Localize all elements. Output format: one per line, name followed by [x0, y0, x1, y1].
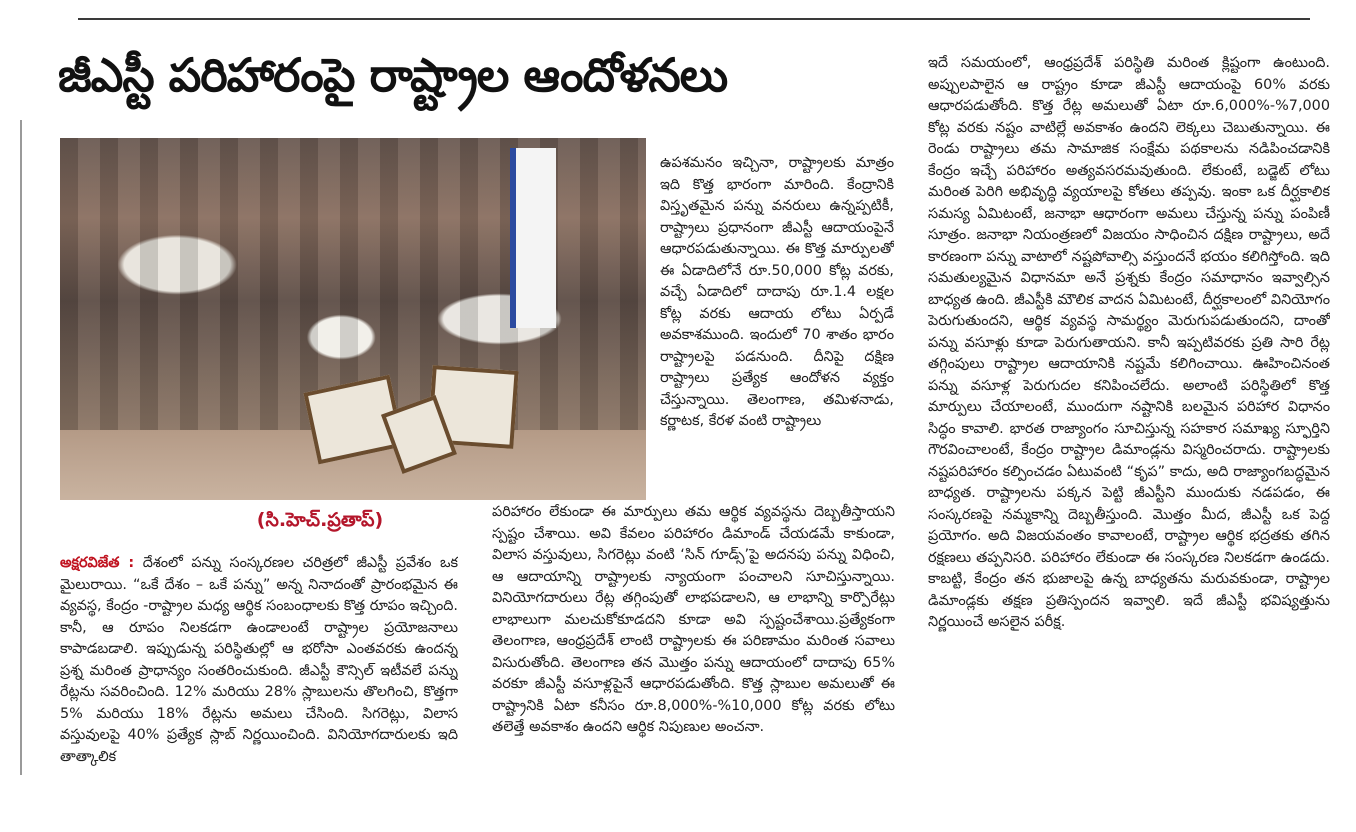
top-divider-rule [78, 18, 1310, 20]
article-paragraph: ఉపశమనం ఇచ్చినా, రాష్ట్రాలకు మాత్రం ఇది కొత్త భారంగా మారింది. కేంద్రానికి విస్తృతమైన పన్ను వనరులు ఉన్నప్పటికీ, రాష్ట్రాలు ప్రధానంగా జీఎస్టీ ఆదాయంపైనే ఆధారపడుతున్నాయి. ఈ కొత్త మార్పులతో ఈ ఏడాదిలోనే రూ.50,000 కోట్ల వరకు, వచ్చే ఏడాదిలో దాదాపు రూ.1.4 లక్షల కోట్ల వరకు ఆదాయ లోటు ఏర్పడే అవకాశముంది. ఇందులో 70 శాతం భారం రాష్ట్రాలపై పడనుంది. దీనిపై దక్షిణ రాష్ట్రాలు ప్రత్యేక ఆందోళన వ్యక్తం చేస్తున్నాయి. తెలంగాణ, తమిళనాడు, కర్ణాటక, కేరళ వంటి రాష్ట్రాలు [660, 155, 894, 429]
article-body-column-3 [492, 502, 895, 802]
article-body-column-2 [660, 153, 894, 501]
photo-caption-byline: (సి.హెచ్.ప్రతాప్) [256, 509, 384, 531]
dateline: అక్షరవిజేత : [60, 555, 135, 571]
article-paragraph: పరిహారం లేకుండా ఈ మార్పులు తమ ఆర్థిక వ్యవస్థను దెబ్బతీస్తాయని స్పష్టం చేశాయి. అవి కేవలం పరిహారం డిమాండ్ చేయడమే కాకుండా, విలాస వస్తువులు, సిగరెట్లు వంటి ‘సిన్ గూడ్స్’పై అదనపు పన్ను విధించి, ఆ ఆదాయాన్ని రాష్ట్రాలకు న్యాయంగా పంచాలని సూచిస్తున్నాయి. వినియోగదారులు రేట్ల తగ్గింపుతో లాభపడాలని, ఆ లాభాన్ని కార్పొరేట్లు లాభాలుగా మలచుకోకూడదని కూడా అవి స్పష్టంచేశాయి.ప్రత్యేకంగా తెలంగాణ, ఆంధ్రప్రదేశ్ లాంటి రాష్ట్రాలకు ఈ పరిణామం మరింత సవాలు విసురుతోంది. తెలంగాణ తన మొత్తం పన్ను ఆదాయంలో దాదాపు 65% వరకూ జీఎస్టీ వసూళ్లపైనే ఆధారపడుతోంది. కొత్త స్లాబుల అమలుతో ఈ రాష్ట్రానికి ఏటా కనీసం రూ.8,000%-%10,000 కోట్ల వరకు లోటు తలెత్తే అవకాశం ఉందని ఆర్థిక నిపుణుల అంచనా. [492, 504, 895, 735]
article-body-column-1 [60, 553, 458, 801]
article-paragraph [60, 553, 458, 768]
protest-photo [60, 138, 646, 500]
previous-article-text-strip [60, 0, 1310, 8]
article-body-column-4 [928, 53, 1330, 801]
article-lead-text: దేశంలో పన్ను సంస్కరణల చరిత్రలో జీఎస్టీ ప్రవేశం ఒక మైలురాయి. “ఒకే దేశం – ఒకే పన్ను” అన్న నినాదంతో ప్రారంభమైన ఈ వ్యవస్థ, కేంద్రం -రాష్ట్రాల మధ్య ఆర్థిక సంబంధాలకు కొత్త రూపం ఇచ్చింది. కానీ, ఆ రూపం నిలకడగా ఉండాలంటే రాష్ట్రాల ప్రయోజనాలు కాపాడబడాలి. ఇప్పుడున్న పరిస్థితుల్లో ఆ భరోసా ఎంతవరకు ఉందన్న ప్రశ్న మరింత ప్రాధాన్యం సంతరించుకుంది. జీఎస్టీ కౌన్సిల్ ఇటీవలే పన్ను రేట్లను సవరించింది. 12% మరియు 28% స్లాబులను తొలగించి, కొత్తగా 5% మరియు 18% రేట్లను అమలు చేసింది. సిగరెట్లు, విలాస వస్తువులపై 40% ప్రత్యేక స్లాబ్ నిర్ణయించింది. వినియోగదారులకు ఇది తాత్కాలిక [60, 555, 458, 765]
article-paragraph: ఇదే సమయంలో, ఆంధ్రప్రదేశ్ పరిస్థితి మరింత క్లిష్టంగా ఉంటుంది. అప్పులపాలైన ఆ రాష్ట్రం కూడా జీఎస్టీ ఆదాయంపై 60% వరకు ఆధారపడుతోంది. కొత్త రేట్ల అమలుతో ఏటా రూ.6,000%-%7,000 కోట్ల వరకు నష్టం వాటిల్లే అవకాశం ఉందని లెక్కలు చెబుతున్నాయి. ఈ రెండు రాష్ట్రాలు తమ సామాజిక సంక్షేమ పథకాలను నడిపించడానికి కేంద్రం ఇచ్చే పరిహారం అత్యవసరమవుతుంది. లేకుంటే, బడ్జెట్ లోటు మరింత పెరిగి అభివృద్ధి వ్యయాలపై కోతలు తప్పవు. ఇంకా ఒక దీర్ఘకాలిక సమస్య ఏమిటంటే, జనాభా ఆధారంగా అమలు చేస్తున్న పన్ను పంపిణీ సూత్రం. జనాభా నియంత్రణలో విజయం సాధించిన దక్షిణ రాష్ట్రాలు, అదే కారణంగా పన్ను వాటాలో నష్టపోవాల్సి వస్తుందనే భయం కలిగిస్తోంది. ఇది సమతుల్యమైన విధానమా అనే ప్రశ్నకు కేంద్రం సమాధానం ఇవ్వాల్సిన బాధ్యత ఉంది. జీఎస్టీకి మౌలిక వాదన ఏమిటంటే, దీర్ఘకాలంలో వినియోగం పెరుగుతుందని, ఆర్థిక వ్యవస్థ సామర్థ్యం మెరుగుపడుతుందని, దాంతో పన్ను వసూళ్లు కూడా పెరుగుతాయని. కానీ ఇప్పటివరకు ప్రతి సారి రేట్ల తగ్గింపులు రాష్ట్రాల ఆదాయానికి నష్టమే కలిగించాయి. ఊహించినంత పన్ను వసూళ్ల పెరుగుదల కనిపించలేదు. అలాంటి పరిస్థితిలో కొత్త మార్పులు చేయాలంటే, ముందుగా నష్టానికి బలమైన పరిహార విధానం సిద్ధం కావాలి. భారత రాజ్యాంగం సూచిస్తున్న సహకార సమాఖ్య స్ఫూర్తిని గౌరవించాలంటే, కేంద్రం రాష్ట్రాల డిమాండ్లను విస్మరించరాదు. రాష్ట్రాలకు నష్టపరిహారం కల్పించడం ఏటువంటి “కృప” కాదు, అది రాజ్యాంగబద్ధమైన బాధ్యత. రాష్ట్రాలను పక్కన పెట్టి జీఎస్టీని ముందుకు నడపడం, ఈ సంస్కరణపై నమ్మకాన్ని దెబ్బతీస్తుంది. మొత్తం మీద, జీఎస్టీ ఒక పెద్ద ప్రయోగం. అది విజయవంతం కావాలంటే, రాష్ట్రాల ఆర్థిక భద్రతకు తగిన రక్షణలు తప్పనిసరి. పరిహారం లేకుండా ఈ సంస్కరణ నిలకడగా ఉండదు. కాబట్టి, కేంద్రం తన భుజాలపై ఉన్న బాధ్యతను మరువకుండా, రాష్ట్రాల డిమాండ్లకు తక్షణ ప్రతిస్పందన ఇవ్వాలి. ఇదే జీఎస్టీ భవిష్యత్తును నిర్ణయించే అసలైన పరీక్ష. [928, 55, 1330, 630]
left-column-rule [20, 120, 22, 775]
photo-banner-shape [510, 148, 556, 328]
article-headline: జీఎస్టీ పరిహారంపై రాష్ట్రాల ఆందోళనలు [58, 48, 728, 102]
